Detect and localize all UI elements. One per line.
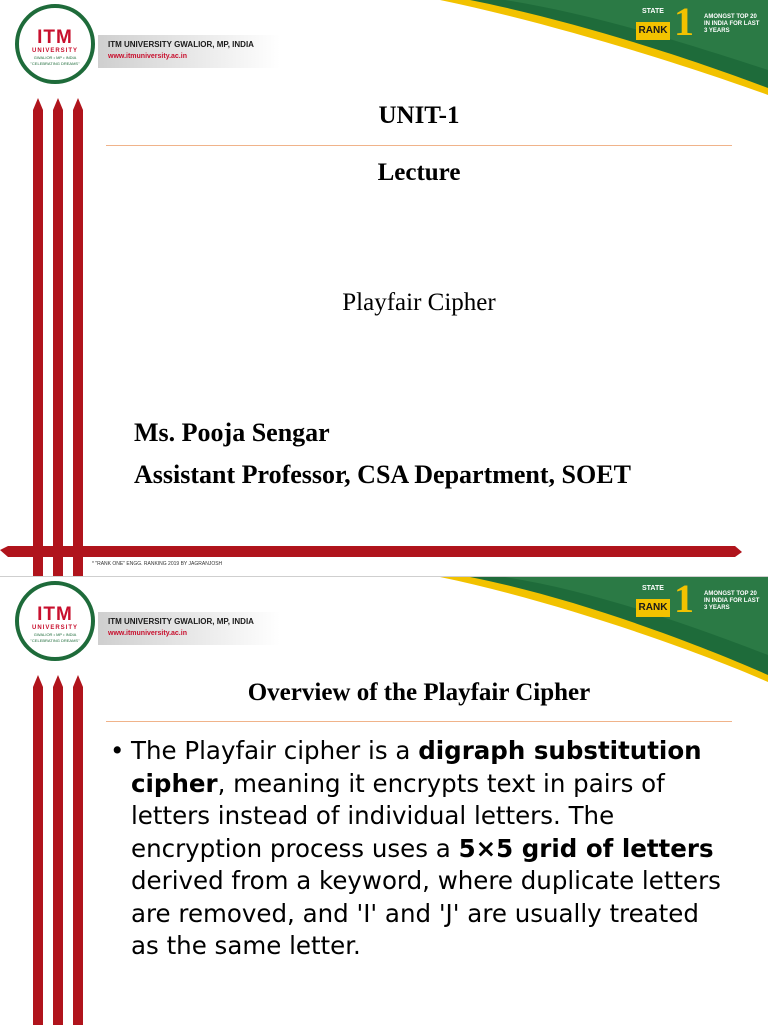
rank-number: 1 [674, 0, 694, 44]
author-designation: Assistant Professor, CSA Department, SOET [134, 460, 631, 489]
logo-place-text: GWALIOR • MP • INDIA [33, 55, 77, 60]
logo-tagline-text: "CELEBRATING DREAMS" [30, 638, 80, 643]
lecture-heading: Lecture [377, 159, 461, 186]
bullet-text-part-2: , meaning it encrypts text in pairs of letters instead of individual letters. The encryption process uses a [131, 768, 665, 863]
red-pillar-1 [33, 98, 43, 576]
red-pillar-2 [53, 98, 63, 576]
bullet-icon: • [110, 736, 125, 765]
red-pillar-1 [33, 675, 43, 1025]
logo-itm-text: ITM [37, 27, 73, 48]
red-pillar-2 [53, 675, 63, 1025]
logo-tagline-text: "CELEBRATING DREAMS" [30, 61, 80, 66]
rank-badge: RANK [636, 599, 670, 617]
slide-title: Overview of the Playfair Cipher [247, 679, 591, 706]
university-website: www.itmuniversity.ac.in [108, 630, 187, 637]
bullet-text-part-1: The Playfair cipher is a [131, 736, 419, 765]
rank-note: AMONGST TOP 20 IN INDIA FOR LAST 3 YEARS [704, 14, 760, 34]
author-name: Ms. Pooja Sengar [134, 418, 330, 447]
red-pillar-3 [73, 98, 83, 576]
footer-red-bar [0, 546, 742, 557]
bullet-item [110, 735, 730, 963]
logo-university-text: UNIVERSITY [31, 48, 78, 54]
university-website: www.itmuniversity.ac.in [108, 53, 187, 60]
bullet-bold-term-1: digraph substitution cipher [131, 736, 702, 798]
rank-state-label: STATE [642, 585, 664, 592]
rank-badge: RANK [636, 22, 670, 40]
slide-2 [0, 576, 768, 1025]
logo-itm-text: ITM [37, 604, 73, 625]
logo-place-text: GWALIOR • MP • INDIA [33, 632, 77, 637]
ranking-footnote: * "RANK ONE" ENGG. RANKING 2019 BY JAGRANJOSH [92, 561, 223, 567]
rank-state-label: STATE [642, 8, 664, 15]
rank-number: 1 [674, 576, 694, 621]
bullet-text-part-3: derived from a keyword, where duplicate letters are removed, and 'I' and 'J' are usually treated as the same letter. [131, 866, 721, 960]
bullet-text [131, 735, 730, 963]
itm-logo [15, 4, 95, 84]
topic-title: Playfair Cipher [342, 289, 496, 316]
university-name: ITM UNIVERSITY GWALIOR, MP, INDIA [108, 40, 254, 49]
rank-note: AMONGST TOP 20 IN INDIA FOR LAST 3 YEARS [704, 591, 760, 611]
itm-logo [15, 581, 95, 661]
red-pillar-3 [73, 675, 83, 1025]
university-name: ITM UNIVERSITY GWALIOR, MP, INDIA [108, 617, 254, 626]
bullet-bold-term-2: 5×5 grid of letters [458, 833, 714, 863]
logo-university-text: UNIVERSITY [31, 625, 78, 631]
title-divider [106, 721, 732, 722]
unit-heading: UNIT-1 [378, 102, 460, 129]
title-divider [106, 145, 732, 146]
